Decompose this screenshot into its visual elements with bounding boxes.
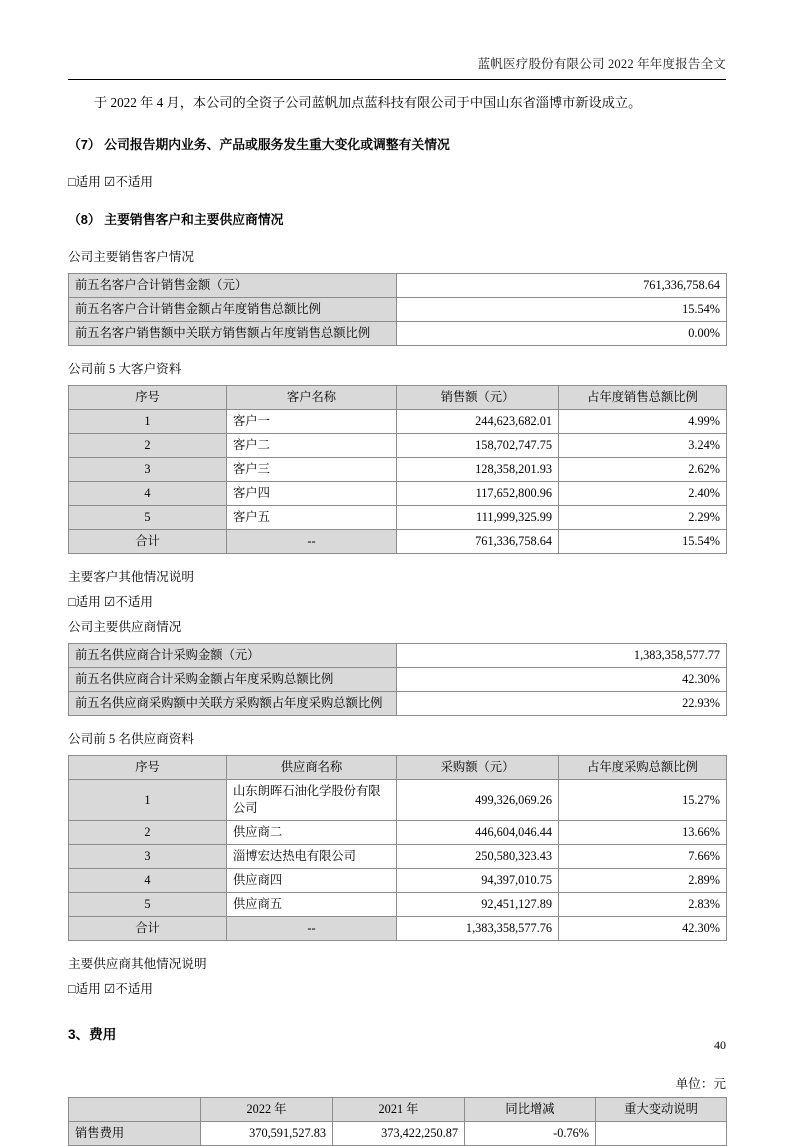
table-total-row <box>69 530 727 554</box>
section-7-applicability: □适用 ☑不适用 <box>68 175 154 189</box>
customer-summary-caption: 公司主要销售客户情况 <box>68 250 194 264</box>
supplier-no-2: 3 <box>69 845 227 869</box>
supplier-summary-value-1: 42.30% <box>397 668 727 692</box>
page-number: 40 <box>714 1038 726 1052</box>
supplier-ratio-1: 13.66% <box>559 821 727 845</box>
table-row <box>69 458 727 482</box>
expense-col-blank <box>69 1098 201 1122</box>
expense-table <box>68 1097 727 1146</box>
supplier-summary-label-1: 前五名供应商合计采购金额占年度采购总额比例 <box>69 668 397 692</box>
supplier-total-ratio: 42.30% <box>559 917 727 941</box>
table-row <box>69 780 727 821</box>
customer-col-amount: 销售额（元） <box>397 386 559 410</box>
expense-col-change: 同比增减 <box>465 1098 596 1122</box>
supplier-amount-0: 499,326,069.26 <box>397 780 559 821</box>
section-7-heading: （7） 公司报告期内业务、产品或服务发生重大变化或调整有关情况 <box>68 137 450 152</box>
supplier-no-0: 1 <box>69 780 227 821</box>
customer-name-3: 客户四 <box>227 482 397 506</box>
supplier-col-amount: 采购额（元） <box>397 756 559 780</box>
supplier-name-3: 供应商四 <box>227 869 397 893</box>
expense-note-0 <box>596 1122 727 1146</box>
table-row <box>69 434 727 458</box>
customer-ratio-2: 2.62% <box>559 458 727 482</box>
customer-other-applicability: □适用 ☑不适用 <box>68 595 154 609</box>
customer-name-2: 客户三 <box>227 458 397 482</box>
table-row <box>69 410 727 434</box>
supplier-ratio-4: 2.83% <box>559 893 727 917</box>
customer-summary-label-0: 前五名客户合计销售金额（元） <box>69 274 397 298</box>
supplier-summary-value-0: 1,383,358,577.77 <box>397 644 727 668</box>
supplier-no-1: 2 <box>69 821 227 845</box>
customer-summary-table <box>68 273 727 346</box>
customer-summary-label-1: 前五名客户合计销售金额占年度销售总额比例 <box>69 298 397 322</box>
customer-ratio-4: 2.29% <box>559 506 727 530</box>
table-row <box>69 298 727 322</box>
customer-col-name: 客户名称 <box>227 386 397 410</box>
supplier-other-caption: 主要供应商其他情况说明 <box>68 957 207 971</box>
table-row <box>69 893 727 917</box>
expense-2022-0: 370,591,527.83 <box>201 1122 333 1146</box>
table-row <box>69 322 727 346</box>
expense-2021-0: 373,422,250.87 <box>333 1122 465 1146</box>
supplier-no-4: 5 <box>69 893 227 917</box>
supplier-total-name: -- <box>227 917 397 941</box>
customer-other-caption: 主要客户其他情况说明 <box>68 570 194 584</box>
customer-no-3: 4 <box>69 482 227 506</box>
supplier-total-label: 合计 <box>69 917 227 941</box>
supplier-col-name: 供应商名称 <box>227 756 397 780</box>
customer-total-name: -- <box>227 530 397 554</box>
table-row <box>69 869 727 893</box>
supplier-summary-label-0: 前五名供应商合计采购金额（元） <box>69 644 397 668</box>
expense-col-2022: 2022 年 <box>201 1098 333 1122</box>
supplier-amount-3: 94,397,010.75 <box>397 869 559 893</box>
table-total-row <box>69 917 727 941</box>
table-header-row <box>69 386 727 410</box>
supplier-table-caption: 公司前 5 名供应商资料 <box>68 732 194 746</box>
table-header-row <box>69 756 727 780</box>
top-suppliers-table <box>68 755 727 941</box>
customer-amount-1: 158,702,747.75 <box>397 434 559 458</box>
supplier-summary-caption: 公司主要供应商情况 <box>68 620 182 634</box>
customer-col-ratio: 占年度销售总额比例 <box>559 386 727 410</box>
table-row <box>69 668 727 692</box>
customer-name-4: 客户五 <box>227 506 397 530</box>
expense-label-0: 销售费用 <box>69 1122 201 1146</box>
running-header: 蓝帆医疗股份有限公司 2022 年年度报告全文 <box>477 57 726 71</box>
customer-total-label: 合计 <box>69 530 227 554</box>
customer-table-caption: 公司前 5 大客户资料 <box>68 362 182 376</box>
table-header-row <box>69 1098 727 1122</box>
supplier-other-applicability: □适用 ☑不适用 <box>68 982 154 996</box>
supplier-name-0: 山东朗晖石油化学股份有限公司 <box>227 780 397 821</box>
supplier-ratio-2: 7.66% <box>559 845 727 869</box>
supplier-ratio-0: 15.27% <box>559 780 727 821</box>
supplier-amount-1: 446,604,046.44 <box>397 821 559 845</box>
customer-ratio-1: 3.24% <box>559 434 727 458</box>
section-8-heading: （8） 主要销售客户和主要供应商情况 <box>68 212 284 227</box>
supplier-amount-4: 92,451,127.89 <box>397 893 559 917</box>
table-row <box>69 506 727 530</box>
customer-amount-4: 111,999,325.99 <box>397 506 559 530</box>
customer-no-1: 2 <box>69 434 227 458</box>
supplier-summary-value-2: 22.93% <box>397 692 727 716</box>
customer-name-1: 客户二 <box>227 434 397 458</box>
customer-summary-value-1: 15.54% <box>397 298 727 322</box>
supplier-total-amount: 1,383,358,577.76 <box>397 917 559 941</box>
supplier-ratio-3: 2.89% <box>559 869 727 893</box>
supplier-amount-2: 250,580,323.43 <box>397 845 559 869</box>
page-content <box>68 92 726 1146</box>
customer-no-2: 3 <box>69 458 227 482</box>
customer-total-amount: 761,336,758.64 <box>397 530 559 554</box>
customer-no-0: 1 <box>69 410 227 434</box>
customer-summary-value-0: 761,336,758.64 <box>397 274 727 298</box>
table-row <box>69 692 727 716</box>
customer-ratio-0: 4.99% <box>559 410 727 434</box>
customer-amount-2: 128,358,201.93 <box>397 458 559 482</box>
expense-change-0: -0.76% <box>465 1122 596 1146</box>
supplier-name-2: 淄博宏达热电有限公司 <box>227 845 397 869</box>
supplier-no-3: 4 <box>69 869 227 893</box>
expense-unit-note: 单位：元 <box>675 1077 726 1091</box>
supplier-col-ratio: 占年度采购总额比例 <box>559 756 727 780</box>
customer-summary-value-2: 0.00% <box>397 322 727 346</box>
customer-name-0: 客户一 <box>227 410 397 434</box>
table-row <box>69 821 727 845</box>
expense-col-2021: 2021 年 <box>333 1098 465 1122</box>
table-row <box>69 482 727 506</box>
table-row <box>69 274 727 298</box>
supplier-col-no: 序号 <box>69 756 227 780</box>
customer-amount-0: 244,623,682.01 <box>397 410 559 434</box>
customer-ratio-3: 2.40% <box>559 482 727 506</box>
supplier-name-1: 供应商二 <box>227 821 397 845</box>
intro-paragraph: 于 2022 年 4 月，本公司的全资子公司蓝帆加点蓝科技有限公司于中国山东省淄博市新设成立。 <box>94 95 642 110</box>
supplier-summary-label-2: 前五名供应商采购额中关联方采购额占年度采购总额比例 <box>69 692 397 716</box>
expense-col-note: 重大变动说明 <box>596 1098 727 1122</box>
header-rule <box>68 79 726 80</box>
top-customers-table <box>68 385 727 554</box>
expense-section-heading: 3、费用 <box>68 1027 117 1042</box>
supplier-summary-table <box>68 643 727 716</box>
supplier-name-4: 供应商五 <box>227 893 397 917</box>
customer-summary-label-2: 前五名客户销售额中关联方销售额占年度销售总额比例 <box>69 322 397 346</box>
customer-amount-3: 117,652,800.96 <box>397 482 559 506</box>
customer-no-4: 5 <box>69 506 227 530</box>
table-row <box>69 644 727 668</box>
customer-col-no: 序号 <box>69 386 227 410</box>
table-row <box>69 1122 727 1146</box>
customer-total-ratio: 15.54% <box>559 530 727 554</box>
table-row <box>69 845 727 869</box>
